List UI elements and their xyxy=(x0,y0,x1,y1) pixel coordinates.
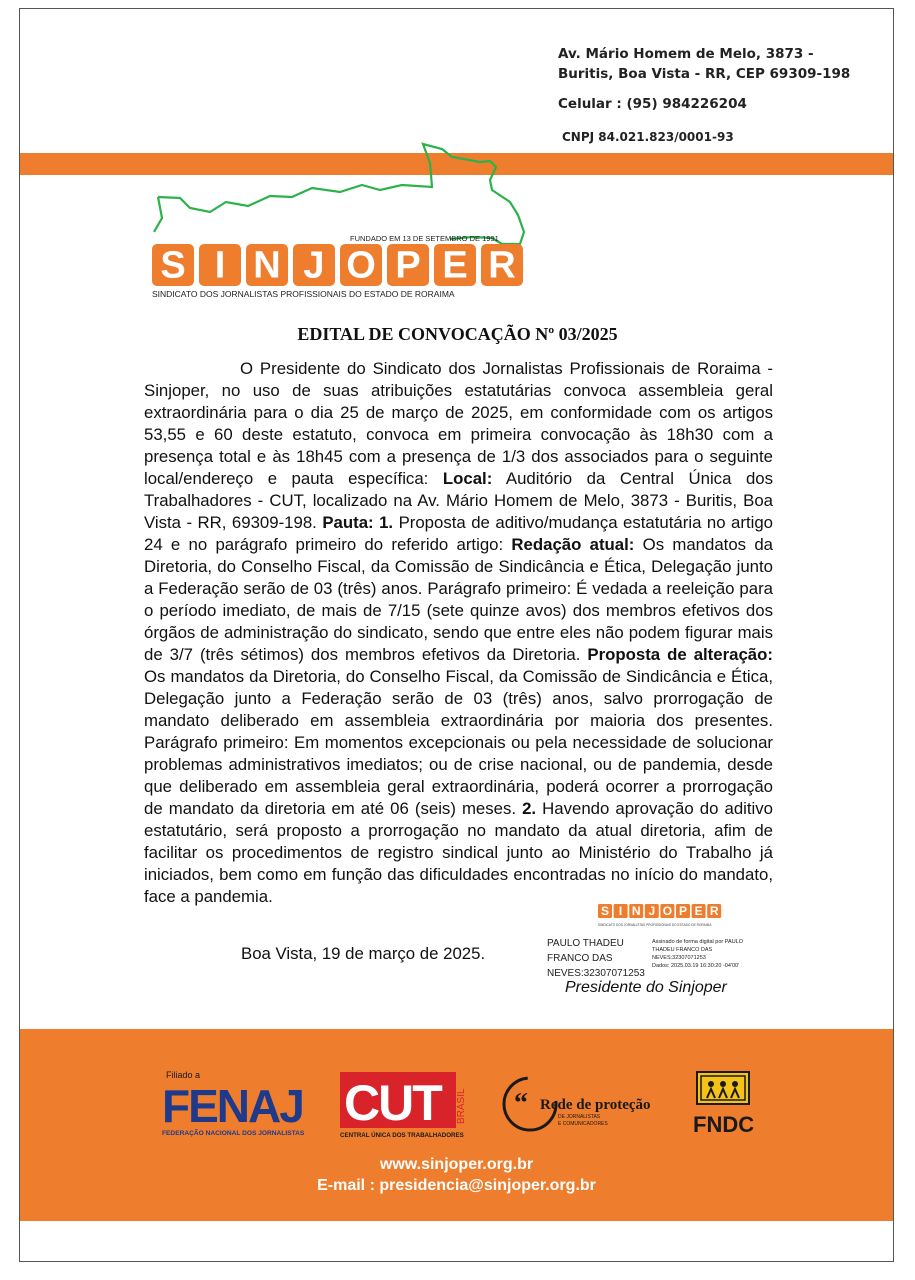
cut-logo xyxy=(340,1072,480,1140)
cnpj: CNPJ 84.021.823/0001-93 xyxy=(562,130,734,144)
body-part-3: Proposta de aditivo/mudança estatutária no artigo 24 e no parágrafo primeiro do referido artigo: xyxy=(144,513,773,554)
document-title: EDITAL DE CONVOCAÇÃO Nº 03/2025 xyxy=(297,324,618,344)
email-link[interactable]: E-mail : presidencia@sinjoper.org.br xyxy=(317,1177,596,1194)
logo-letter: N xyxy=(631,904,641,919)
address-line-1: Av. Mário Homem de Melo, 3873 - xyxy=(558,46,814,62)
fndc-logo xyxy=(690,1070,760,1140)
fenaj-logo xyxy=(162,1069,332,1141)
svg-text:Filiado a: Filiado a xyxy=(166,1070,201,1080)
body-part-2: Auditório da Central Única dos Trabalhadores - CUT, localizado na Av. Mário Homem de Melo, 3873 - Buritis, Boa Vista - RR, 69309-198. xyxy=(144,469,773,532)
logo-letter: O xyxy=(346,244,376,287)
logo-letter: P xyxy=(395,244,421,287)
roraima-map-outline xyxy=(158,144,524,244)
svg-text:BRASIL: BRASIL xyxy=(456,1088,467,1124)
signature-role: Presidente do Sinjoper xyxy=(565,979,727,996)
logo-letter: I xyxy=(214,244,226,287)
svg-text:CUT: CUT xyxy=(344,1075,441,1131)
svg-text:FEDERAÇÃO NACIONAL DOS JORNALI: FEDERAÇÃO NACIONAL DOS JORNALISTAS xyxy=(162,1130,305,1137)
item2-label: 2. xyxy=(522,799,537,818)
website-link[interactable]: www.sinjoper.org.br xyxy=(379,1156,534,1173)
body-part-1: O Presidente do Sindicato dos Jornalistas Profissionais de Roraima - Sinjoper, no uso de suas atribuições estatutárias convoca assembleia geral extraordinária para o dia 25 de março de 2025, em conformidade com os artigos 53,55 e 60 deste estatuto, convoca em primeira convocação às 18h30 com a presença total e às 18h45 com a presença de 1/3 dos associados para o seguinte local/endereço e pauta específica: xyxy=(144,359,773,488)
document-body xyxy=(144,358,773,908)
body-part-4: Os mandatos da Diretoria, do Conselho Fiscal, da Comissão de Sindicância e Ética, Delegação junto a Federação serão de 03 (três) anos. Parágrafo primeiro: É vedada a reeleição para o período imediato, de mais de 7/15 (sete quinze avos) dos membros efetivos dos órgãos de administração do sindicato, sendo que entre eles não podem figurar mais de 3/7 (três sétimos) dos membros efetivos da Diretoria. xyxy=(144,535,774,664)
svg-text:SINDICATO DOS JORNALISTAS PROF: SINDICATO DOS JORNALISTAS PROFISSIONAIS DO ESTADO DE RORAIMA xyxy=(598,923,712,927)
logo-letter: S xyxy=(600,904,610,919)
signature-stamp-logo xyxy=(596,902,726,928)
svg-text:E COMUNICADORES: E COMUNICADORES xyxy=(558,1121,608,1127)
document-date: Boa Vista, 19 de março de 2025. xyxy=(241,944,486,963)
map-outline-left xyxy=(154,197,162,232)
logo-subtitle: SINDICATO DOS JORNALISTAS PROFISSIONAIS DO ESTADO DE RORAIMA xyxy=(152,289,455,299)
body-part-5: Os mandatos da Diretoria, do Conselho Fiscal, da Comissão de Sindicância e Ética, Delegação junto a Federação serão de 03 (três) anos, salvo prorrogação de mandato deliberado em assembleia extraordinária por maioria dos presentes. Parágrafo primeiro: Em momentos excepcionais ou pela necessidade de solucionar problemas administrativos imediatos; ou de crise nacional, ou de pandemia, desde que deliberado em assembleia geral extraordinária, poderá ocorrer a prorrogação de mandato da diretoria em até 06 (seis) meses. xyxy=(144,667,773,818)
logo-letter: I xyxy=(618,904,623,919)
signature-name: PAULO THADEU FRANCO DAS NEVES:32307071253 xyxy=(547,938,645,979)
footer-orange-band xyxy=(20,1029,893,1221)
logo-letter: N xyxy=(253,244,281,287)
sinjoper-logo xyxy=(140,140,540,300)
logo-letter: J xyxy=(303,244,325,287)
pauta-label: Pauta: 1. xyxy=(322,513,394,532)
quote-icon: “ xyxy=(514,1088,528,1119)
logo-letter: R xyxy=(709,904,719,919)
address-line-2: Buritis, Boa Vista - RR, CEP 69309-198 xyxy=(558,66,851,82)
svg-text:Rede de proteção: Rede de proteção xyxy=(540,1097,651,1113)
proposta-label: Proposta de alteração: xyxy=(587,645,773,664)
logo-letter: O xyxy=(662,904,673,919)
svg-text:FENAJ: FENAJ xyxy=(162,1080,303,1132)
logo-letter: P xyxy=(678,904,688,919)
phone: Celular : (95) 984226204 xyxy=(558,96,747,112)
digital-signature-info: Assinado de forma digital por PAULO THADEU FRANCO DAS NEVES:32307071253 Dados: 2025.03.19 16:30:20 -04'00' xyxy=(652,939,743,969)
logo-letter: R xyxy=(488,244,516,287)
redacao-label: Redação atual: xyxy=(511,535,635,554)
svg-text:FNDC: FNDC xyxy=(693,1112,755,1137)
logo-letter: E xyxy=(442,244,468,287)
svg-text:CENTRAL ÚNICA DOS TRABALHADORE: CENTRAL ÚNICA DOS TRABALHADORES xyxy=(340,1132,464,1139)
founded-text: FUNDADO EM 13 DE SETEMBRO DE 1991 xyxy=(350,234,499,243)
header-address xyxy=(558,44,850,114)
logo-letter: J xyxy=(648,904,656,919)
rede-protecao-logo xyxy=(500,1074,660,1138)
footer-links xyxy=(20,1154,893,1196)
svg-text:DE JORNALISTAS: DE JORNALISTAS xyxy=(558,1114,601,1120)
logo-letters xyxy=(152,244,523,287)
logo-letter: S xyxy=(160,244,186,287)
local-label: Local: xyxy=(442,469,493,488)
body-part-6: Havendo aprovação do aditivo estatutário, será proposto a prorrogação no mandato da atual diretoria, afim de facilitar os procedimentos de registro sindical junto ao Ministério do Trabalho já iniciados, bem como em função das dificuldades encontradas no início do mandato, face a pandemia. xyxy=(144,799,773,906)
logo-letter: E xyxy=(694,904,703,919)
